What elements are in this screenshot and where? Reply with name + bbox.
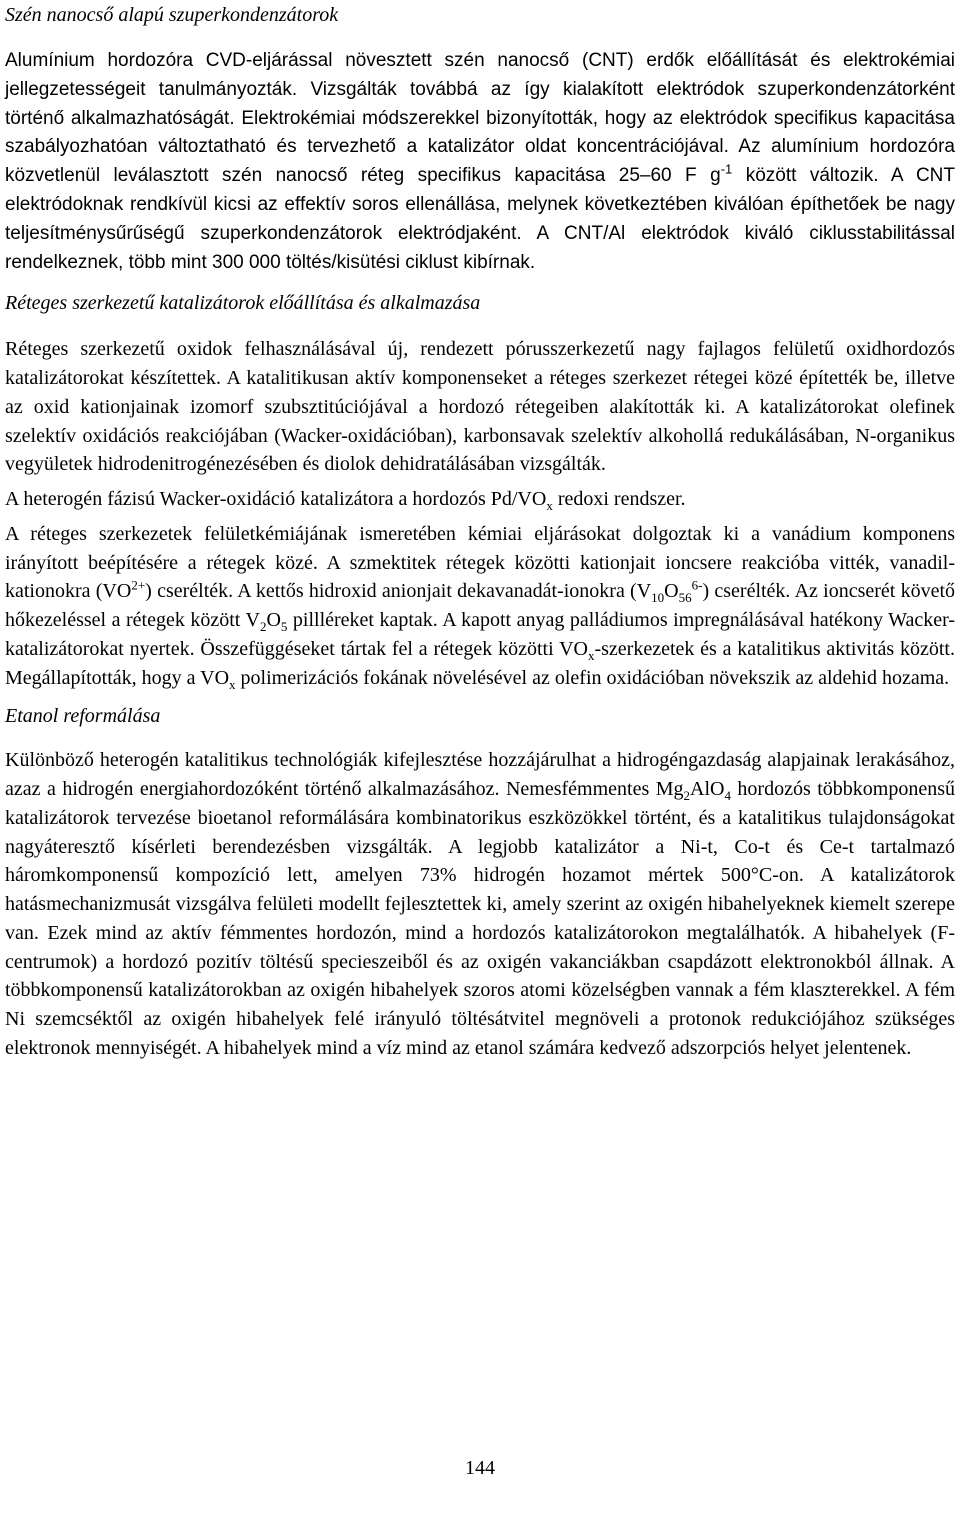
superscript: -1 — [720, 161, 733, 177]
paragraph-text: -szerkezetek és a katalitikus aktivitás között. Megállapították, hogy a VO — [5, 637, 955, 689]
superscript: 2+ — [131, 577, 146, 593]
subscript: x — [229, 676, 236, 692]
subscript: 10 — [651, 590, 665, 606]
subscript: x — [587, 647, 595, 663]
section-heading-cnt-supercapacitors: Szén nanocső alapú szuperkondenzátorok — [5, 4, 339, 26]
paragraph-text: AlO — [690, 778, 725, 801]
subscript: x — [546, 498, 553, 514]
paragraph-text: ) cserélték. A kettős hidroxid anionjait dekavanadát-ionokra (V — [145, 580, 652, 603]
paragraph-cnt-supercapacitors — [5, 47, 955, 277]
document-page — [5, 0, 955, 1063]
paragraph-wacker-catalyst — [5, 485, 955, 514]
subscript: 4 — [724, 788, 731, 804]
paragraph-text: Különböző heterogén katalitikus technológiák kifejlesztése hozzájárulhat a hidrogéngazdaság alapjainak lerakásához, azaz a hidrogén energiahordozóként történő alkalmazásához. Nemesfémmentes Mg — [5, 749, 955, 801]
superscript: 6- — [691, 577, 703, 593]
subscript: 5 — [280, 619, 288, 635]
section-heading-layered-catalysts: Réteges szerkezetű katalizátorok előállítása és alkalmazása — [5, 292, 481, 315]
paragraph-text: hordozós többkomponensű katalizátorok tervezése bioetanol reformálására kombinatorikus eszközökkel történt, és a katalitikus tulajdonságokat nagyáteresztő kísérleti berendezésben vizsgálták. A legjobb katalizátor a Ni-t, Co-t és Ce-t tartalmazó háromkomponensű kompozíció lett, amelyen 73% hidrogén hozamot mértek 500°C-on. A katalizátorok hatásmechanizmusát vizsgálva felületi modellt fejlesztettek ki, amely szerint az oxigén hibahelyeknek kiemelt szerepe van. Ezek mind az aktív fémmentes hordozón, mind a hordozós katalizátorokon megtalálhatók. A hibahelyek (F-centrumok) a hordozó pozitív töltésű specieszeiből és az oxigén vakanciákban csapdázott elektronokból állnak. A többkomponensű katalizátorokban az oxigén hibahelyek szoros atomi közelségben vannak a fém klaszterekkel. A fém Ni szemcséktől az oxigén hibahelyek felé irányuló töltésátvitel megnöveli a protonok redukciójához szükséges elektronok mennyiségét. A hibahelyek mind a víz mind az etanol számára kedvező adszorpciós helyet jelentenek. — [5, 778, 955, 1059]
paragraph-text: között változik. A CNT elektródoknak rendkívül kicsi az effektív soros ellenállása, melynek következtében kiválóan építhetőek be nagy teljesítménysűrűségű szuperkondenzátorok elektródjaként. A CNT/Al elektródok kiváló ciklusstabilitással rendelkeznek, több mint 300 000 töltés/kisütési ciklust kibírnak. — [5, 165, 955, 273]
paragraph-layered-oxides: Réteges szerkezetű oxidok felhasználásával új, rendezett pórusszerkezetű nagy fajlagos felületű oxidhordozós katalizátorokat készítettek. A katalitikusan aktív komponenseket a réteges szerkezet rétegei közé építették be, illetve az oxid kationjainak izomorf szubsztitúciójával a hordozó rétegeiben alakították ki. A katalizátorokat olefinek szelektív oxidációs reakciójában (Wacker-oxidációban), karbonsavak szelektív alkohollá redukálásában, N-organikus vegyületek hidrodenitrogénezésében és diolok dehidratálásában vizsgálták. — [5, 338, 955, 476]
subscript: 56 — [678, 590, 692, 606]
paragraph-text: A heterogén fázisú Wacker-oxidáció katalizátora a hordozós Pd/VO — [5, 488, 547, 511]
section-heading-ethanol-reforming: Etanol reformálása — [5, 705, 161, 728]
subscript: 2 — [259, 619, 267, 635]
paragraph-text: redoxi rendszer. — [552, 488, 686, 511]
paragraph-text: O — [266, 609, 281, 632]
subscript: 2 — [683, 788, 691, 804]
paragraph-text: pillléreket kaptak. A kapott anyag palládiumos impregnálásával hatékony Wacker-katalizátorokat nyertek. Összefüggéseket tártak fel a rétegek közötti VO — [5, 609, 955, 660]
paragraph-vanadium-incorporation — [5, 520, 955, 693]
paragraph-text: A réteges szerkezetek felületkémiájának ismeretében kémiai eljárásokat dolgoztak ki a vanádium komponens irányított beépítésére a rétegek közé. A szmektitek rétegek közötti kationjait ioncsere reakcióba vitték, vanadil-kationokra (VO — [5, 522, 955, 603]
paragraph-text: Alumínium hordozóra CVD-eljárással növesztett szén nanocső (CNT) erdők előállítását és elektrokémiai jellegzetességeit tanulmányozták. Vizsgálták továbbá az így kialakított elektródok szuperkondenzátorként történő alkalmazhatóságát. Elektrokémiai módszerekkel bizonyították, hogy az elektródok specifikus kapacitása szabályozhatóan változtatható és tervezhető a katalizátor oldat koncentrációjával. Az alumínium hordozóra közvetlenül leválasztott szén nanocső réteg specifikus kapacitása 25–60 F g — [5, 50, 955, 187]
paragraph-ethanol-reforming — [5, 746, 955, 1062]
page-number: 144 — [465, 1457, 495, 1479]
paragraph-text: polimerizációs fokának növelésével az olefin oxidációban növekszik az aldehid hozama. — [235, 666, 950, 689]
paragraph-text: ) cserélték. Az ioncserét követő hőkezeléssel a rétegek között V — [5, 580, 956, 632]
paragraph-text: O — [664, 580, 679, 603]
